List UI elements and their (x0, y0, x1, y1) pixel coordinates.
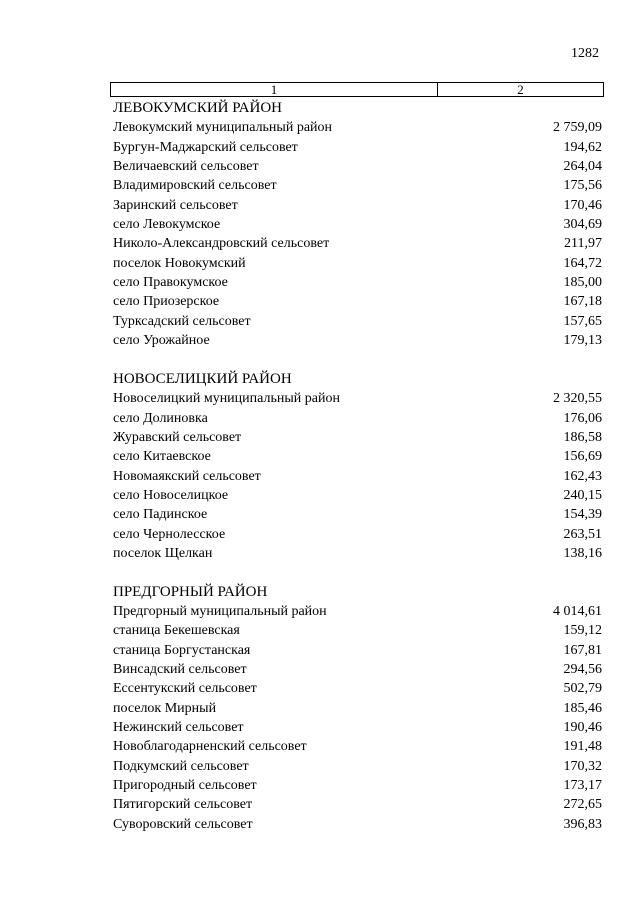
row-name: Винсадский сельсовет (113, 661, 247, 677)
section-title: ЛЕВОКУМСКИЙ РАЙОН (113, 100, 283, 116)
row-value: 167,18 (563, 294, 602, 310)
row-name: село Новоселицкое (113, 487, 229, 503)
table-header-col2: 2 (517, 82, 524, 97)
table-row (113, 389, 602, 408)
row-value: 186,58 (563, 429, 602, 445)
row-name: Величаевский сельсовет (113, 159, 259, 175)
row-name: село Чернолесское (113, 526, 226, 542)
row-value: 294,56 (563, 661, 602, 677)
row-value: 170,46 (563, 197, 602, 213)
row-value: 162,43 (563, 468, 602, 484)
table-row (113, 138, 602, 157)
row-value: 179,13 (563, 333, 602, 349)
table-row (113, 292, 602, 311)
row-name: Владимировский сельсовет (113, 178, 277, 194)
row-name: Новоселицкий муниципальный район (113, 391, 340, 407)
row-name: Заринский сельсовет (113, 197, 238, 213)
row-name: Пятигорский сельсовет (113, 797, 253, 813)
table-row (113, 467, 602, 486)
row-value: 159,12 (563, 623, 602, 639)
row-value: 2 320,55 (553, 391, 602, 407)
row-name: Суворовский сельсовет (113, 816, 253, 832)
row-value: 240,15 (563, 487, 602, 503)
row-name: Новомаякский сельсовет (113, 468, 261, 484)
row-name: Новоблагодарненский сельсовет (113, 739, 307, 755)
table-row (113, 234, 602, 253)
row-value: 157,65 (563, 313, 602, 329)
table-row (113, 273, 602, 292)
row-value: 175,56 (563, 178, 602, 194)
section-title: ПРЕДГОРНЫЙ РАЙОН (113, 583, 268, 600)
row-value: 191,48 (563, 739, 602, 755)
table-row (113, 157, 602, 176)
row-value: 176,06 (563, 410, 602, 426)
table-row (113, 679, 602, 698)
row-name: село Левокумское (113, 217, 221, 233)
table-row (113, 641, 602, 660)
row-value: 173,17 (563, 778, 602, 794)
row-value: 2 759,09 (553, 120, 602, 136)
table-row (113, 525, 602, 544)
table-row (113, 795, 602, 814)
row-value: 304,69 (563, 217, 602, 233)
table-row (113, 699, 602, 718)
table-header (110, 82, 604, 97)
row-value: 264,04 (563, 159, 602, 175)
table-row (113, 254, 602, 273)
table-row (113, 621, 602, 640)
row-value: 185,00 (563, 275, 602, 291)
table-row (113, 409, 602, 428)
row-name: Ессентукский сельсовет (113, 681, 257, 697)
row-value: 502,79 (563, 681, 602, 697)
page-number: 1282 (571, 46, 599, 61)
table-row (113, 757, 602, 776)
section-spacer (113, 350, 602, 369)
row-value: 263,51 (563, 526, 602, 542)
table-row (113, 331, 602, 350)
row-value: 156,69 (563, 449, 602, 465)
table-row (113, 312, 602, 331)
row-name: село Урожайное (113, 333, 210, 349)
row-value: 4 014,61 (553, 603, 602, 619)
row-name: Нежинский сельсовет (113, 720, 244, 735)
row-name: станица Бекешевская (113, 623, 240, 639)
row-name: Пригородный сельсовет (113, 778, 257, 794)
row-value: 154,39 (563, 507, 602, 523)
table-row (113, 118, 602, 137)
table-header-col1: 1 (111, 83, 438, 96)
table-row (113, 660, 602, 679)
table-body (113, 99, 602, 834)
row-name: Николо-Александровский сельсовет (113, 236, 330, 252)
table-row (113, 447, 602, 466)
row-name: станица Боргустанская (113, 642, 251, 658)
row-name: Бургун-Маджарский сельсовет (113, 139, 298, 155)
row-value: 170,32 (563, 758, 602, 774)
table-row (113, 815, 602, 834)
row-name: Подкумский сельсовет (113, 758, 249, 774)
row-value: 185,46 (563, 700, 602, 716)
row-name: поселок Новокумский (113, 255, 246, 271)
row-value: 396,83 (563, 816, 602, 832)
row-value: 164,72 (563, 255, 602, 271)
row-name: поселок Щелкан (113, 545, 213, 561)
table-row (113, 505, 602, 524)
row-name: Журавский сельсовет (113, 429, 242, 445)
row-value: 211,97 (564, 236, 602, 252)
row-value: 167,81 (563, 642, 602, 658)
row-value: 194,62 (563, 139, 602, 155)
table-row (113, 544, 602, 563)
table-row (113, 486, 602, 505)
section-title: НОВОСЕЛИЦКИЙ РАЙОН (113, 370, 292, 387)
table-row (113, 196, 602, 215)
table-row (113, 776, 602, 795)
row-name: село Долиновка (113, 410, 208, 426)
row-value: 138,16 (563, 545, 602, 561)
row-name: Предгорный муниципальный район (113, 603, 327, 619)
row-name: поселок Мирный (113, 700, 217, 716)
table-row (113, 176, 602, 195)
section-spacer (113, 563, 602, 582)
row-name: село Китаевское (113, 449, 211, 465)
row-name: село Падинское (113, 507, 208, 523)
row-name: Левокумский муниципальный район (113, 120, 333, 136)
table-row (113, 602, 602, 621)
table-row (113, 718, 602, 737)
row-value: 190,46 (563, 720, 602, 735)
row-name: село Приозерское (113, 294, 220, 310)
row-name: село Правокумское (113, 275, 228, 291)
table-row (113, 428, 602, 447)
row-name: Турксадский сельсовет (113, 313, 251, 329)
table-row (113, 737, 602, 756)
row-value: 272,65 (563, 797, 602, 813)
table-row (113, 215, 602, 234)
